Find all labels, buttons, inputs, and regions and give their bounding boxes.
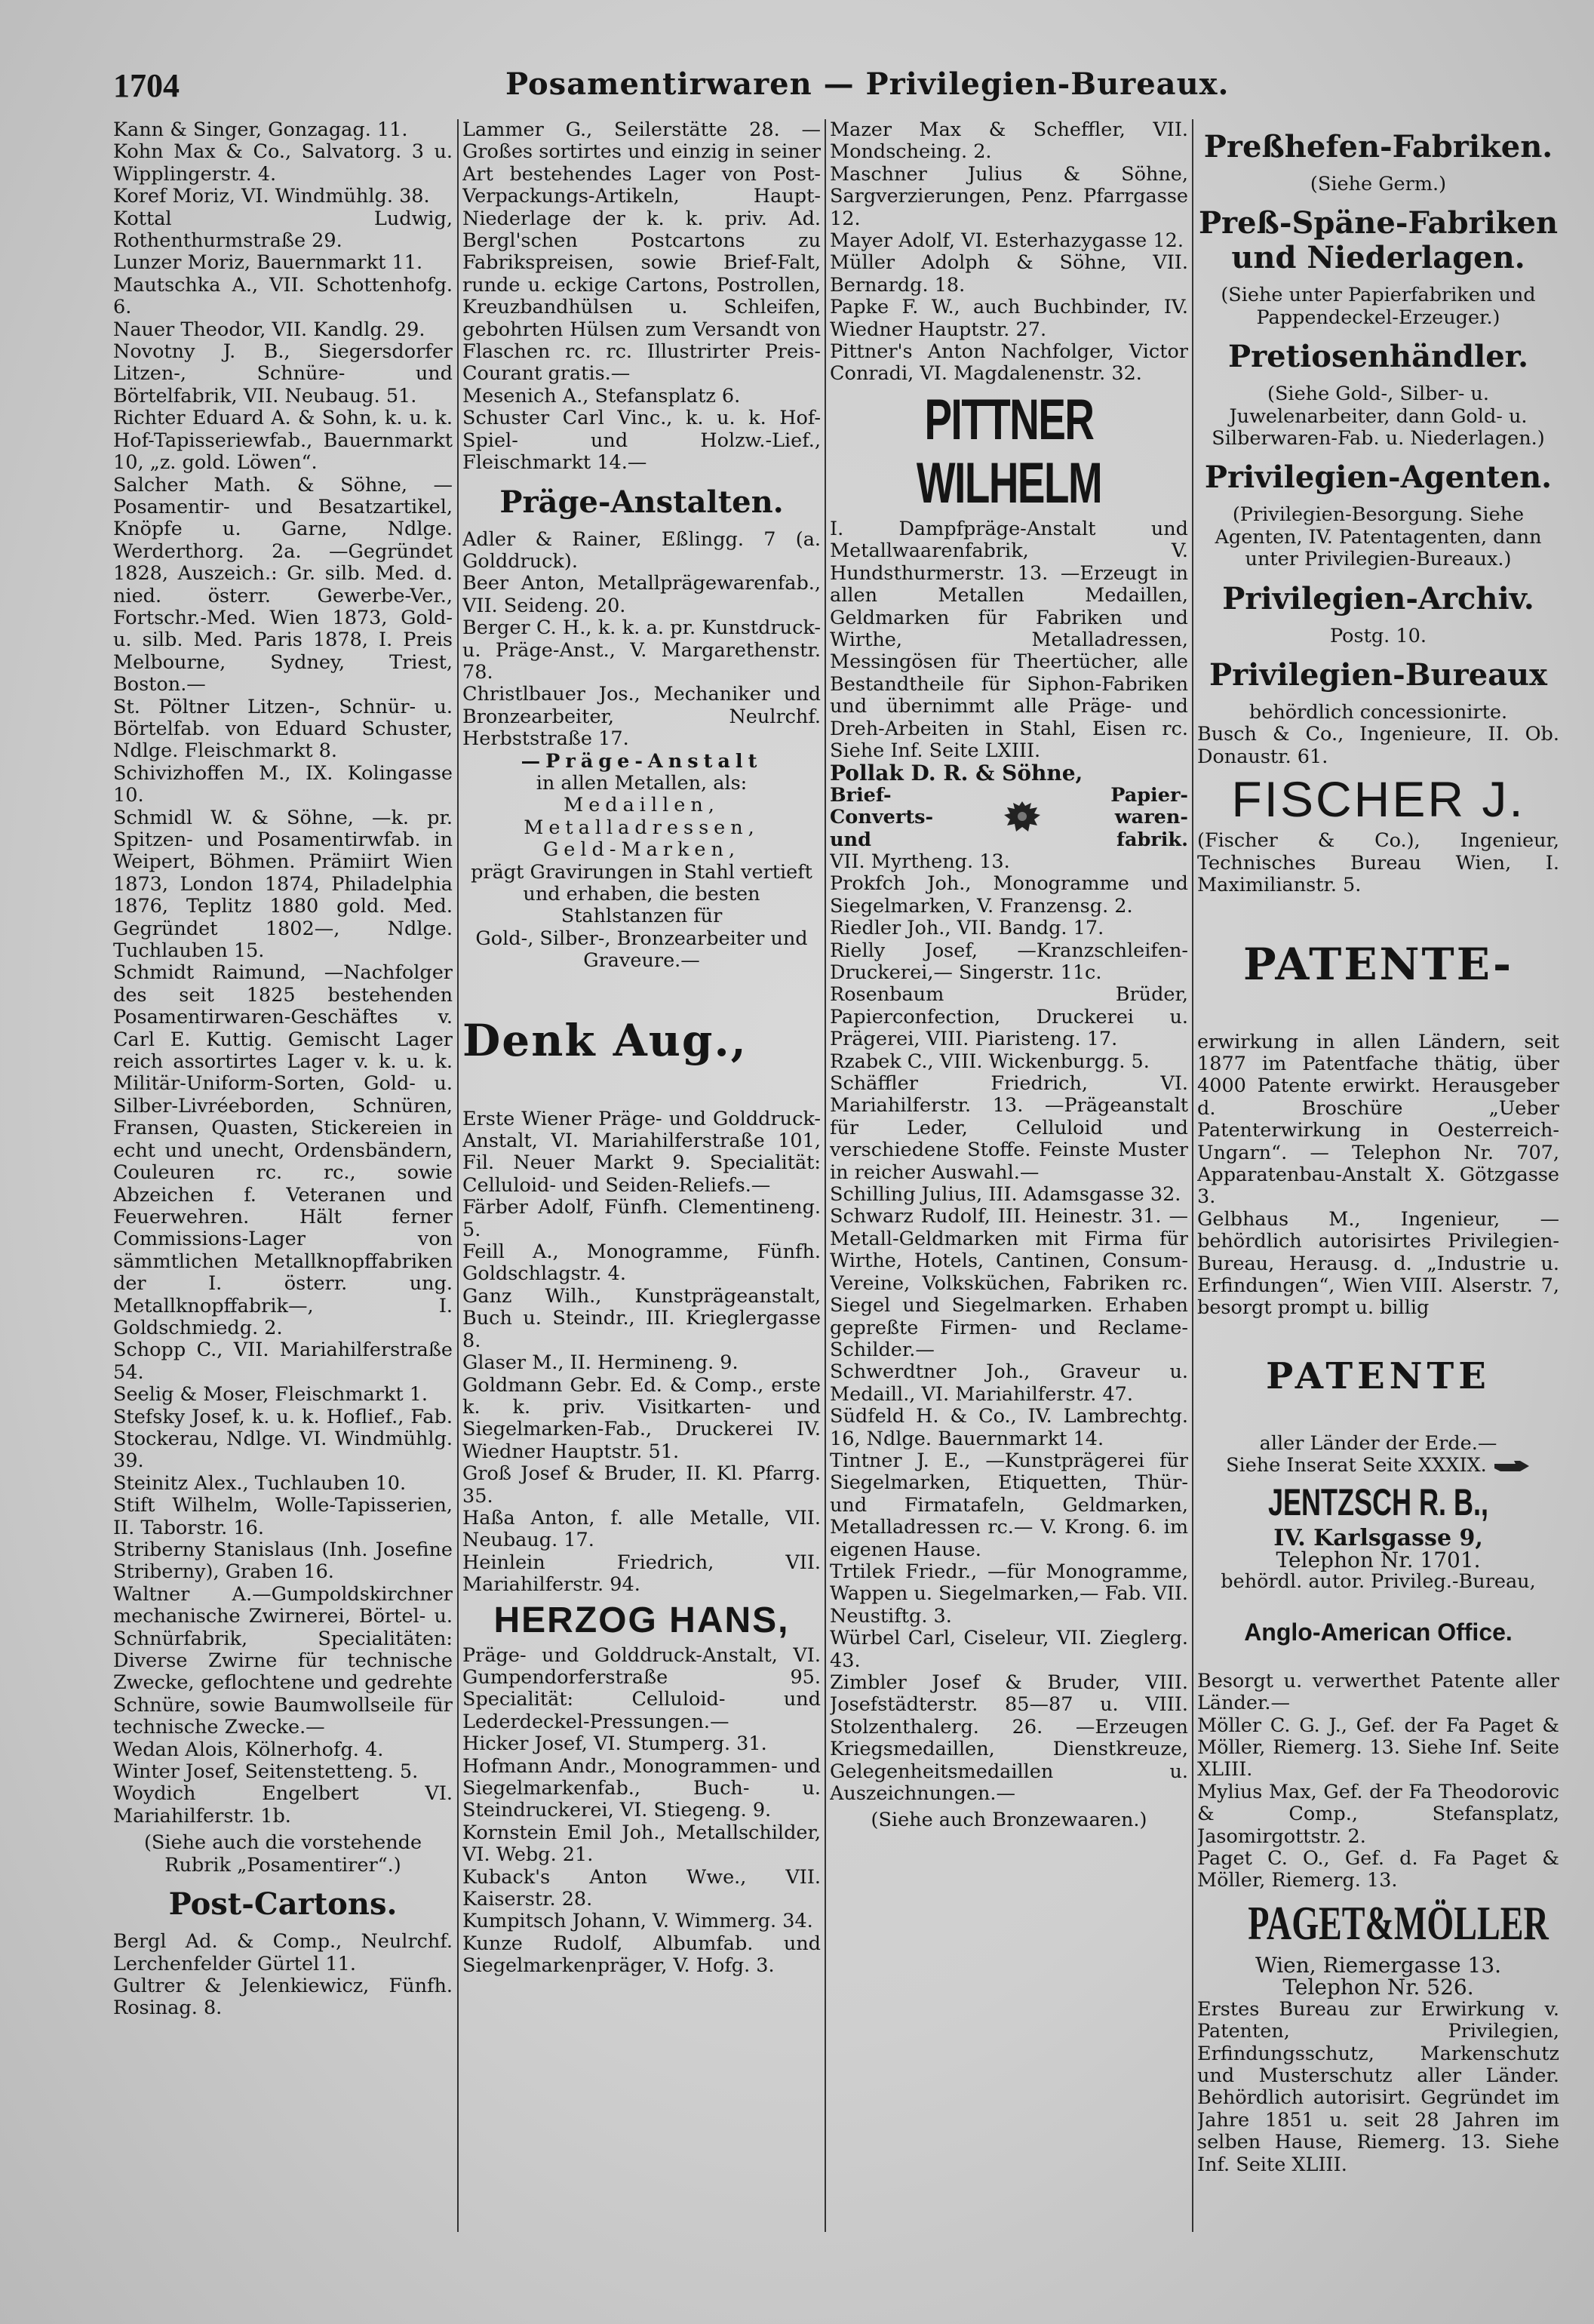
list-item: Goldmann Gebr. Ed. & Comp., erste k. k. priv. Visitkarten- und Siegelmarken-Fab., Druckerei IV. Wiedner Hauptstr. 51. <box>462 1373 821 1463</box>
ad-name: HERZOG HANS, <box>493 1600 790 1640</box>
ad-line: Papier- <box>1110 783 1188 807</box>
list-item: Striberny Stanislaus (Inh. Josefine Striberny), Graben 16. <box>113 1539 453 1584</box>
section-heading: Privilegien-Bureaux <box>1209 657 1547 693</box>
advertisement-fischer <box>1197 771 1559 896</box>
ad-line: Geld-Marken, <box>542 838 741 862</box>
ad-name: PATENTE <box>1266 1354 1491 1397</box>
pointing-hand-icon <box>1493 1459 1531 1474</box>
ad-text: Präge- und Golddruck-Anstalt, VI. Gumpendorferstraße 95. Specialität: Celluloid- und Lederdeckel-Pressungen.— <box>462 1643 821 1733</box>
ad-text: I. Dampfpräge-Anstalt und Metallwaarenfabrik, V. Hundsthurmerstr. 13. —Erzeugt in allen Metallen Medaillen, Geldmarken für Fabriken und Wirthe, Metalladressen, Messingösen für Theertücher, alle Bestandtheile für Siphon-Fabriken und übernimmt alle Präge- und Dreh-Arbeiten in Stahl, Eisen rc. Siehe Inf. Seite LXIII. <box>830 517 1188 762</box>
list-item: Kann & Singer, Gonzagag. 11. <box>113 119 408 141</box>
ad-address: VII. Myrtheng. 13. <box>830 850 1010 873</box>
column-2 <box>462 119 821 2270</box>
list-item: Gelbhaus M., Ingenieur, —behördlich autorisirtes Privilegien-Bureau, Herausg. d. „Industrie u. Erfindungen“, Wien VIII. Alserstr. 7, besorgt prompt u. billig <box>1197 1207 1559 1320</box>
list-item: Zimbler Josef & Bruder, VIII. Josefstädterstr. 85—87 u. VIII. Stolzenthalerg. 26. —Erzeugen Kriegsmedaillen, Dienstkreuze, Gelegenheitsmedaillen u. Auszeichnungen.— <box>830 1671 1188 1806</box>
list-item: Berger C. H., k. k. a. pr. Kunstdruck- u. Präge-Anst., V. Margarethenstr. 78. <box>462 616 821 684</box>
list-item: Kuback's Anton Wwe., VII. Kaiserstr. 28. <box>462 1865 821 1911</box>
advertisement-denk <box>462 1016 821 1197</box>
list-item: Färber Adolf, Fünfh. Clementineng. 5. <box>462 1196 821 1241</box>
column-rule <box>825 119 826 2232</box>
ad-col-left <box>830 785 933 851</box>
ad-line-row <box>1197 1455 1559 1477</box>
list-item: Steinitz Alex., Tuchlauben 10. <box>113 1471 407 1495</box>
advertisement-pollak <box>830 762 1188 873</box>
list-item: Rosenbaum Brüder, Papierconfection, Druckerei u. Prägerei, VIII. Piaristeng. 17. <box>830 983 1188 1051</box>
list-item: Möller C. G. J., Gef. der Fa Paget & Möller, Riemerg. 13. Siehe Inf. Seite XLIII. <box>1197 1714 1559 1781</box>
list-item: Hicker Josef, VI. Stumperg. 31. <box>462 1732 767 1756</box>
list-item: Hofmann Andr., Monogrammen- und Siegelmarkenfab., Buch- u. Steindruckerei, VI. Stiegeng. 9. <box>462 1754 821 1822</box>
cross-reference-note: (Siehe auch die vorstehende Rubrik „Posamentirer“.) <box>143 1831 422 1877</box>
list-item: Papke F. W., auch Buchbinder, IV. Wiedner Hauptstr. 27. <box>830 296 1188 341</box>
ad-col-right <box>1110 785 1188 851</box>
section-heading: Privilegien-Archiv. <box>1222 580 1534 616</box>
ad-line: IV. Karlsgasse 9, <box>1273 1524 1483 1551</box>
advertisement-patente-2 <box>1197 1356 1559 1477</box>
ad-name: FISCHER J. <box>1231 771 1525 828</box>
list-item: Schopp C., VII. Mariahilferstraße 54. <box>113 1339 453 1384</box>
list-item: Mayer Adolf, VI. Esterhazygasse 12. <box>830 229 1184 253</box>
section-note: Postg. 10. <box>1330 624 1427 647</box>
cross-reference-note: (Siehe auch Bronzewaaren.) <box>871 1809 1147 1832</box>
ad-name: Denk Aug., <box>462 1014 748 1066</box>
list-item: Seelig & Moser, Fleischmarkt 1. <box>113 1383 428 1406</box>
section-heading: Pretiosenhändler. <box>1227 339 1529 375</box>
list-item: Stefsky Josef, k. u. k. Hoflief., Fab. Stockerau, Ndlge. VI. Windmühlg. 39. <box>113 1405 453 1473</box>
column-rule <box>457 119 459 2232</box>
ad-line: aller Länder der Erde.— <box>1259 1431 1497 1455</box>
list-item: Woydich Engelbert VI. Mariahilferstr. 1b. <box>113 1782 453 1828</box>
ad-name: JENTZSCH R. B., <box>1267 1480 1489 1523</box>
list-item: Heinlein Friedrich, VII. Mariahilferstr. 94. <box>462 1551 821 1597</box>
list-item: Nauer Theodor, VII. Kandlg. 29. <box>113 318 425 341</box>
section-heading: Privilegien-Agenten. <box>1204 460 1553 496</box>
section-heading: Preß-Späne-Fabriken und Niederlagen. <box>1198 205 1559 276</box>
list-item: Wedan Alois, Kölnerhofg. 4. <box>113 1738 384 1761</box>
list-item: Pittner's Anton Nachfolger, Victor Conradi, VI. Magdalenenstr. 32. <box>830 340 1188 386</box>
ad-text: Erstes Bureau zur Erwirkung v. Patenten, Privilegien, Erfindungsschutz, Markenschutz und Musterschutz aller Länder. Behördlich autorisirt. Gegründet im Jahre 1851 u. seit 28 Jahren im selben Hause, Riemerg. 13. Siehe Inf. Seite XLIII. <box>1197 1997 1559 2176</box>
list-item: Mylius Max, Gef. der Fa Theodorovic & Comp., Stefansplatz, Jasomirgottstr. 2. <box>1197 1780 1559 1848</box>
ad-line: Besorgt u. verwerthet Patente aller Länder.— <box>1197 1669 1559 1715</box>
advertisement-jentzsch <box>1197 1480 1559 1715</box>
list-item: Rzabek C., VIII. Wickenburgg. 5. <box>830 1050 1150 1073</box>
list-item: Riedler Joh., VII. Bandg. 17. <box>830 917 1104 940</box>
advertisement-paget-moeller <box>1197 1895 1559 2176</box>
column-rule <box>1192 119 1193 2232</box>
list-item: Prokfch Joh., Monogramme und Siegelmarken, V. Franzensg. 2. <box>830 872 1188 918</box>
ad-line: und <box>830 828 871 851</box>
ad-line: Wien, Riemergasse 13. <box>1255 1952 1502 1978</box>
ad-line: Brief- <box>830 783 892 807</box>
ad-line: prägt Gravirungen in Stahl vertieft und erhaben, die besten Stahlstanzen für <box>471 860 812 928</box>
ad-line: Telephon Nr. 526. <box>1282 1975 1474 2000</box>
list-item: Schivizhoffen M., IX. Kolingasse 10. <box>113 761 453 807</box>
list-item: Südfeld H. & Co., IV. Lambrechtg. 16, Ndlge. Bauernmarkt 14. <box>830 1405 1188 1450</box>
ad-line: Converts- <box>830 806 934 829</box>
ad-row <box>830 785 1188 851</box>
list-item: Schmidl W. & Söhne, —k. pr. Spitzen- und Posamentirwfab. in Weipert, Böhmen. Prämiirt Wien 1873, London 1874, Philadelphia 1876, Teplitz 1880 gold. Med. Gegründet 1802—, Ndlge. Tuchlauben 15. <box>113 806 453 963</box>
column-4 <box>1197 119 1559 2270</box>
list-item: Schilling Julius, III. Adamsgasse 32. <box>830 1183 1181 1207</box>
ad-title: —Präge-Anstalt <box>521 749 763 773</box>
list-item: Rielly Josef, —Kranzschleifen-Druckerei,— Singerstr. 11c. <box>830 939 1188 984</box>
ad-text: Erste Wiener Präge- und Golddruck-Anstalt, VI. Mariahilferstraße 101, Fil. Neuer Markt 9. Specialität: Celluloid- und Seiden-Reliefs.— <box>462 1107 821 1197</box>
list-item: Busch & Co., Ingenieure, II. Ob. Donaustr. 61. <box>1197 723 1559 768</box>
cross-reference-note: (Siehe unter Papierfabriken und Pappendeckel-Erzeuger.) <box>1221 284 1536 329</box>
list-item: Beer Anton, Metallprägewarenfab., VII. Seideng. 20. <box>462 572 821 617</box>
list-item: Tintner J. E., —Kunstprägerei für Siegelmarken, Etiquetten, Thür- und Firmatafeln, Geldmarken, Metalladressen rc.— V. Krong. 6. im eigenen Hause. <box>830 1449 1188 1561</box>
list-item: Kottal Ludwig, Rothenthurmstraße 29. <box>113 207 453 253</box>
list-item: Salcher Math. & Söhne, —Posamentir- und Besatzartikel, Knöpfe u. Garne, Ndlge. Werderthorg. 2a. —Gegründet 1828, Auszeich.: Gr. silb. Med. d. nied. österr. Gewerbe-Ver., Fortschr.-Med. Wien 1873, Gold- u. silb. Med. Paris 1878, I. Preis Melbourne, Sydney, Triest, Boston.— <box>113 473 453 696</box>
list-item: Schmidt Raimund, —Nachfolger des seit 1825 bestehenden Posamentirwaren-Geschäftes v. Carl E. Kuttig. Gemischt Lager reich assortirtes Lager v. k. u. k. Militär-Uniform-Sorten, Gold- u. Silber-Livréeborden, Schnüren, Fransen, Quasten, Stickereien in echt und unecht, Ordensbändern, Couleuren rc. rc., sowie Abzeichen f. Veteranen und Feuerwehren. Hält ferner Commissions-Lager von sämmtlichen Metallknopffabriken der I. österr. ung. Metallknopffabrik—, I. Goldschmiedg. 2. <box>113 961 453 1339</box>
ad-line: behördl. autor. Privileg.-Bureau, <box>1221 1570 1536 1594</box>
running-head: Posamentirwaren — Privilegien-Bureaux. <box>505 66 1230 102</box>
ad-name: PATENTE- <box>1242 938 1514 990</box>
section-heading: Preßhefen-Fabriken. <box>1203 129 1553 164</box>
list-item: Bergl Ad. & Comp., Neulrchf. Lerchenfelder Gürtel 11. <box>113 1930 453 1975</box>
list-item: Paget C. O., Gef. d. Fa Paget & Möller, Riemerg. 13. <box>1197 1847 1559 1892</box>
advertisement-herzog <box>462 1600 821 1734</box>
list-item: Novotny J. B., Siegersdorfer Litzen-, Schnüre- und Börtelfabrik, VII. Neubaug. 51. <box>113 340 453 407</box>
list-item: Haßa Anton, f. alle Metalle, VII. Neubaug. 17. <box>462 1506 821 1552</box>
list-item: Feill A., Monogramme, Fünfh. Goldschlagstr. 4. <box>462 1240 821 1286</box>
ad-line: Siehe Inserat Seite XXXIX. <box>1226 1454 1487 1477</box>
ad-line: in allen Metallen, als: <box>536 771 748 795</box>
ad-line: fabrik. <box>1116 828 1188 851</box>
ad-line: Medaillen, <box>564 794 720 817</box>
list-item: Würbel Carl, Ciseleur, VII. Zieglerg. 43. <box>830 1627 1188 1672</box>
ad-name: Pollak D. R. & Söhne, <box>830 761 1083 786</box>
ad-name: PITTNER WILHELM <box>916 387 1102 515</box>
list-item: Ganz Wilh., Kunstprägeanstalt, Buch u. Steindr., III. Krieglergasse 8. <box>462 1284 821 1352</box>
list-item: Glaser M., II. Hermineng. 9. <box>462 1351 739 1375</box>
list-item: Müller Adolph & Söhne, VII. Bernardg. 18. <box>830 251 1188 297</box>
ad-line: waren- <box>1114 806 1188 829</box>
ad-line: Telephon Nr. 1701. <box>1276 1548 1481 1572</box>
list-item: Mesenich A., Stefansplatz 6. <box>462 384 741 407</box>
list-item: Kumpitsch Johann, V. Wimmerg. 34. <box>462 1910 813 1933</box>
ad-line: Metalladressen, <box>524 816 760 839</box>
list-item: Groß Josef & Bruder, II. Kl. Pfarrg. 35. <box>462 1462 821 1508</box>
column-1 <box>113 119 453 2270</box>
ad-text: (Fischer & Co.), Ingenieur, Technisches Bureau Wien, I. Maximilianstr. 5. <box>1197 829 1559 897</box>
cross-reference-note: (Privilegien-Besorgung. Siehe Agenten, IV. Patentagenten, dann unter Privilegien-Bureaux.) <box>1215 503 1542 571</box>
list-item: Kornstein Emil Joh., Metallschilder, VI. Webg. 21. <box>462 1821 821 1867</box>
list-item: Koref Moriz, VI. Windmühlg. 38. <box>113 185 430 208</box>
list-item: Adler & Rainer, Eßlingg. 7 (a. Golddruck). <box>462 527 821 573</box>
list-item: Trtilek Friedr., —für Monogramme, Wappen u. Siegelmarken,— Fab. VII. Neustiftg. 3. <box>830 1560 1188 1628</box>
ad-text: erwirkung in allen Ländern, seit 1877 im Patentfache thätig, über 4000 Patente erwirkt. Herausgeber d. Broschüre „Ueber Patenterwirkung in Oesterreich-Ungarn“. — Telephon Nr. 707, Apparatenbau-Anstalt X. Götzgasse 3. <box>1197 1030 1559 1209</box>
list-item: Schwerdtner Joh., Graveur u. Medaill., VI. Mariahilferstr. 47. <box>830 1360 1188 1406</box>
list-item: Schwarz Rudolf, III. Heinestr. 31. —Metall-Geldmarken mit Firma für Wirthe, Hotels, Cantinen, Consum-Vereine, Volksküchen, Fabriken rc. Siegel und Siegelmarken. Erhaben gepreßte Firmen- und Reclame-Schilder.— <box>830 1205 1188 1361</box>
list-item: Kunze Rudolf, Albumfab. und Siegelmarkenpräger, V. Hofg. 3. <box>462 1932 821 1978</box>
section-heading: Post-Cartons. <box>168 1886 398 1923</box>
advertisement-patente-1 <box>1197 938 1559 1209</box>
ad-name: PAGET&MÖLLER <box>1248 1895 1549 1950</box>
double-eagle-emblem-icon <box>1001 797 1043 839</box>
list-item: Gultrer & Jelenkiewicz, Fünfh. Rosinag. 8. <box>113 1974 453 2020</box>
list-item: Mazer Max & Scheffler, VII. Mondscheing. 2. <box>830 119 1188 164</box>
list-item: Richter Eduard A. & Sohn, k. u. k. Hof-Tapisseriewfab., Bauernmarkt 10, „z. gold. Löwen“. <box>113 407 453 475</box>
list-item: Waltner A.—Gumpoldskirchner mechanische Zwirnerei, Börtel- u. Schnürfabrik, Specialitäten: Diverse Zwirne für technische Zwecke, geflochtene und gedrehte Schnüre, sowie Baumwollseile für technische Zwecke.— <box>113 1582 453 1739</box>
section-heading: Präge-Anstalten. <box>499 484 784 520</box>
list-item: Lunzer Moriz, Bauernmarkt 11. <box>113 251 423 275</box>
column-3 <box>830 119 1188 2270</box>
list-item: Mautschka A., VII. Schottenhofg. 6. <box>113 273 453 319</box>
list-item: St. Pöltner Litzen-, Schnür- u. Börtelfab. von Eduard Schuster, Ndlge. Fleischmarkt 8. <box>113 695 453 763</box>
ad-line: Anglo-American Office. <box>1244 1618 1513 1646</box>
cross-reference-note: (Siehe Germ.) <box>1310 173 1447 195</box>
list-item: Lammer G., Seilerstätte 28. —Großes sortirtes und einzig in seiner Art bestehendes Lager von Post-Verpackungs-Artikeln, Haupt-Niederlage der k. k. priv. Ad. Bergl'schen Postcartons zu Fabrikspreisen, sowie Brief-Falt, runde u. eckige Cartons, Postrollen, Kreuzbandhülsen u. Schleifen, gebohrten Hülsen zum Versandt von Flaschen rc. rc. Illustrirter Preis-Courant gratis.— <box>462 119 821 386</box>
list-item: Schuster Carl Vinc., k. u. k. Hof-Spiel- und Holzw.-Lief., Fleischmarkt 14.— <box>462 407 821 475</box>
list-item: Kohn Max & Co., Salvatorg. 3 u. Wipplingerstr. 4. <box>113 140 453 186</box>
cross-reference-note: (Siehe Gold-, Silber- u. Juwelenarbeiter, dann Gold- u. Silberwaren-Fab. u. Niederlagen.) <box>1212 383 1545 450</box>
advertisement-christlbauer <box>462 751 821 973</box>
list-item: Christlbauer Jos., Mechaniker und Bronzearbeiter, Neulrchf. Herbststraße 17. <box>462 683 821 751</box>
page-header <box>113 66 1516 112</box>
advertisement-pittner <box>830 389 1188 762</box>
list-item: Winter Josef, Seitenstetteng. 5. <box>113 1760 419 1784</box>
list-item: Schäffler Friedrich, VI. Mariahilferstr. 13. —Prägeanstalt für Leder, Celluloid und verschiedene Stoffe. Feinste Muster in reicher Auswahl.— <box>830 1072 1188 1184</box>
section-note: behördlich concessionirte. <box>1248 701 1508 724</box>
ad-line: Gold-, Silber-, Bronzearbeiter und Graveure.— <box>475 927 808 973</box>
page-number: 1704 <box>113 67 180 104</box>
list-item: Stift Wilhelm, Wolle-Tapisserien, II. Taborstr. 16. <box>113 1494 453 1539</box>
list-item: Maschner Julius & Söhne, Sargverzierungen, Penz. Pfarrgasse 12. <box>830 162 1188 230</box>
